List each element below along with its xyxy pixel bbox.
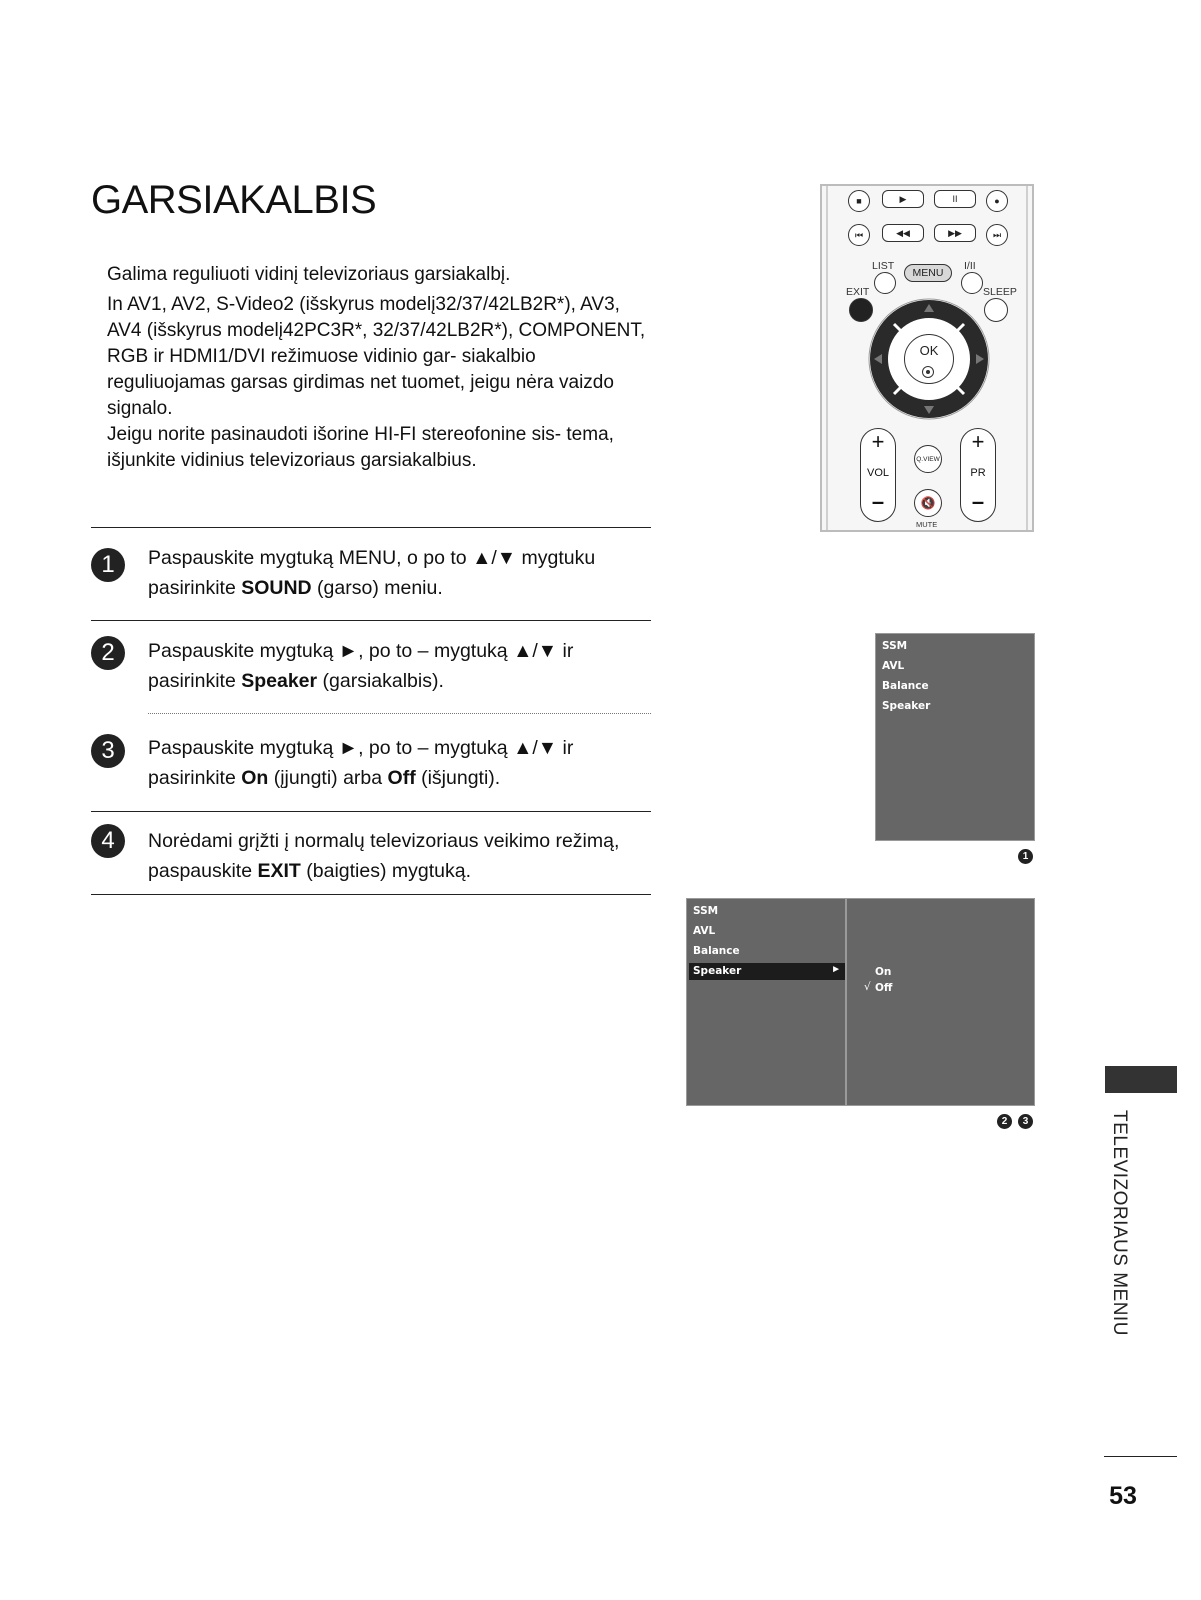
step-badge-2: 2 xyxy=(997,1114,1012,1129)
step-keyword: On xyxy=(241,767,269,789)
minus-icon: – xyxy=(871,489,885,514)
divider xyxy=(91,894,651,895)
sound-menu-left-panel xyxy=(686,898,846,1106)
step-text: Paspauskite mygtuką ►, po to – mygtuką ▲/▼ ir pasirinkite xyxy=(148,737,574,789)
intro-paragraph-1: Galima reguliuoti vidinį televizoriaus garsiakalbį. xyxy=(107,264,511,285)
step-badge-3: 3 xyxy=(1018,1114,1033,1129)
divider xyxy=(91,527,651,528)
option-on[interactable]: On xyxy=(875,966,892,978)
menu-item-balance[interactable]: Balance xyxy=(693,945,740,957)
skip-forward-button[interactable]: ⏭ xyxy=(986,224,1008,246)
step-text: (įjungti) arba xyxy=(268,767,388,789)
step-number-2: 2 xyxy=(91,636,125,670)
option-off[interactable]: Off xyxy=(875,982,893,994)
step-badge-1: 1 xyxy=(1018,849,1033,864)
remote-control xyxy=(820,184,1034,532)
step-text: Paspauskite mygtuką MENU, o po to ▲/▼ mygtuku pasirinkite xyxy=(148,547,596,599)
list-label: LIST xyxy=(872,260,895,272)
pause-button[interactable]: II xyxy=(934,190,976,208)
skip-back-button[interactable]: ⏮ xyxy=(848,224,870,246)
step-text: Norėdami grįžti į normalų televizoriaus veikimo režimą, paspauskite xyxy=(148,830,620,882)
step-text: (garso) meniu. xyxy=(311,577,443,599)
mute-label: MUTE xyxy=(916,520,938,529)
menu-item-ssm[interactable]: SSM xyxy=(882,640,908,652)
check-icon: √ xyxy=(864,981,871,993)
menu-item-ssm[interactable]: SSM xyxy=(693,905,719,917)
volume-rocker[interactable] xyxy=(860,428,896,522)
step-number-4: 4 xyxy=(91,824,125,858)
menu-item-avl[interactable]: AVL xyxy=(882,660,905,672)
intro-paragraph-2: In AV1, AV2, S-Video2 (išskyrus modelį32/37/42LB2R*), AV3, AV4 (išskyrus modelį42PC3R*, 32/37/42LB2R*), COMPONENT, RGB ir HDMI1/DVI režimuose vidinio gar- siakalbio reguliuojamas garsas girdimas net tuomet, jeigu nėra vaizdo signalo. xyxy=(107,294,646,419)
menu-item-avl[interactable]: AVL xyxy=(693,925,716,937)
step-2-text xyxy=(148,636,648,696)
remote-edge xyxy=(1026,186,1028,530)
step-keyword: EXIT xyxy=(257,860,301,882)
rewind-button[interactable]: ◀◀ xyxy=(882,224,924,242)
intro-paragraph-3: Jeigu norite pasinaudoti išorine HI-FI stereofonine sis- tema, išjunkite vidinius televizoriaus garsiakalbius. xyxy=(107,424,614,471)
divider xyxy=(91,811,651,812)
step-number-3: 3 xyxy=(91,734,125,768)
menu-button[interactable]: MENU xyxy=(904,264,952,282)
step-keyword: Off xyxy=(387,767,416,789)
step-text: (baigties) mygtuką. xyxy=(300,860,471,882)
record-button[interactable]: ● xyxy=(986,190,1008,212)
mute-button[interactable]: 🔇 xyxy=(914,489,942,517)
sound-menu-screen xyxy=(875,633,1035,841)
qview-button[interactable]: Q.VIEW xyxy=(914,445,942,473)
plus-icon: + xyxy=(871,429,885,454)
plus-icon: + xyxy=(971,429,985,454)
submenu-arrow-icon: ► xyxy=(831,964,841,975)
menu-item-speaker-selected[interactable] xyxy=(689,963,845,980)
page-number: 53 xyxy=(1109,1482,1137,1510)
step-number-1: 1 xyxy=(91,548,125,582)
step-3-text xyxy=(148,733,648,793)
sleep-label: SLEEP xyxy=(983,286,1017,298)
menu-item-speaker: Speaker xyxy=(693,965,742,977)
divider xyxy=(91,620,651,621)
remote-edge xyxy=(826,186,828,530)
fast-forward-button[interactable]: ▶▶ xyxy=(934,224,976,242)
minus-icon: – xyxy=(971,489,985,514)
ok-button[interactable]: OK xyxy=(904,334,954,384)
ok-dot-icon xyxy=(922,366,934,378)
exit-label: EXIT xyxy=(846,286,870,298)
vol-label: VOL xyxy=(866,467,889,479)
program-rocker[interactable] xyxy=(960,428,996,522)
step-text: (garsiakalbis). xyxy=(317,670,444,692)
list-button[interactable] xyxy=(874,272,896,294)
menu-item-speaker[interactable]: Speaker xyxy=(882,700,931,712)
step-text: Paspauskite mygtuką ►, po to – mygtuką ▲/▼ ir pasirinkite xyxy=(148,640,574,692)
step-keyword: Speaker xyxy=(241,670,318,692)
step-1-text xyxy=(148,543,648,603)
pr-label: PR xyxy=(970,467,986,479)
step-text: (išjungti). xyxy=(415,767,501,789)
dotted-divider xyxy=(148,713,651,714)
step-4-text xyxy=(148,826,648,886)
speaker-options-panel xyxy=(846,898,1035,1106)
step-keyword: SOUND xyxy=(241,577,312,599)
page-number-rule xyxy=(1104,1456,1177,1457)
i-ii-button[interactable] xyxy=(961,272,983,294)
play-button[interactable]: ▶ xyxy=(882,190,924,208)
menu-item-balance[interactable]: Balance xyxy=(882,680,929,692)
i-ii-label: I/II xyxy=(964,260,976,272)
page-title: GARSIAKALBIS xyxy=(91,178,377,222)
stop-button[interactable]: ■ xyxy=(848,190,870,212)
section-label: TELEVIZORIAUS MENIU xyxy=(1109,1110,1130,1336)
section-tab-marker xyxy=(1105,1066,1177,1093)
